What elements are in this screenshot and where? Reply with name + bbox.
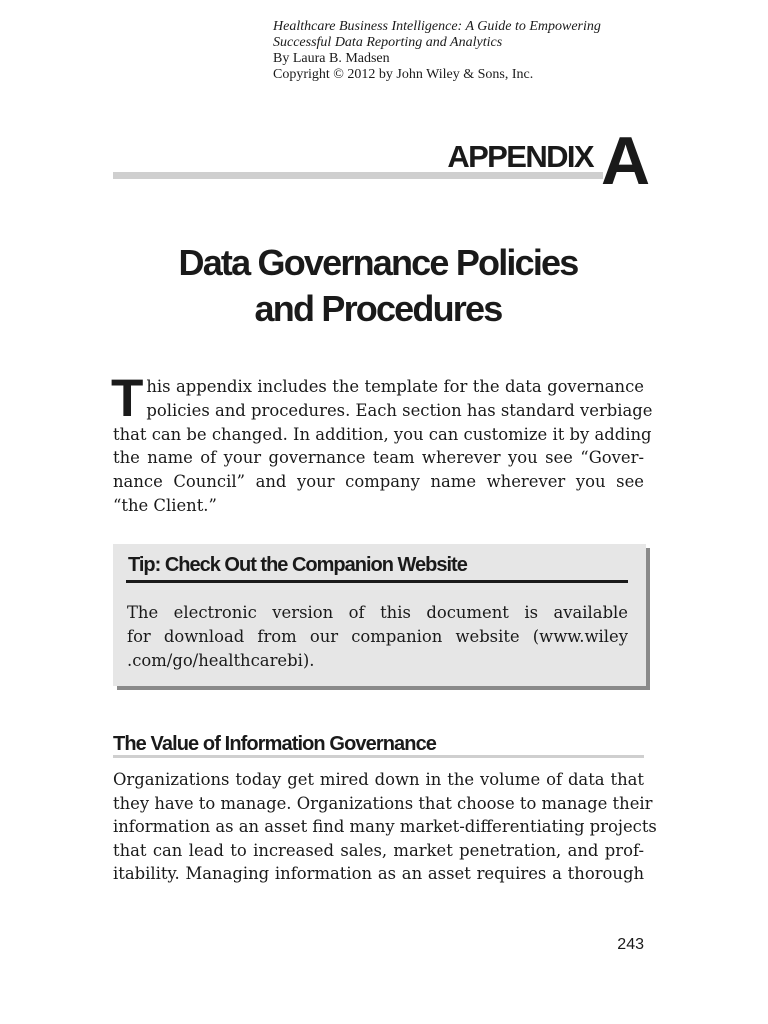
tip-line: .com/go/healthcarebi). bbox=[127, 651, 315, 670]
tip-rule bbox=[126, 580, 628, 583]
tip-title: Tip: Check Out the Companion Website bbox=[128, 554, 467, 576]
appendix-letter: A bbox=[601, 123, 649, 199]
intro-line: the name of your governance team wherever you see “Gover- bbox=[113, 448, 644, 468]
intro-line: his appendix includes the template for the data governance bbox=[146, 377, 644, 396]
intro-line: “the Client.” bbox=[113, 495, 217, 515]
chapter-title bbox=[113, 240, 643, 332]
copyright-line: Copyright © 2012 by John Wiley & Sons, Inc. bbox=[273, 67, 534, 82]
section-line: information as an asset find many market-differentiating projects bbox=[113, 817, 657, 837]
section-heading: The Value of Information Governance bbox=[113, 733, 437, 755]
drop-cap: T bbox=[111, 369, 144, 428]
book-title-line-1: Healthcare Business Intelligence: A Guide to Empowering bbox=[273, 19, 601, 34]
book-header bbox=[273, 19, 733, 83]
chapter-title-line-2: and Procedures bbox=[254, 288, 502, 329]
section-rule bbox=[113, 755, 644, 758]
intro-line: nance Council” and your company name wherever you see bbox=[113, 472, 644, 492]
intro-paragraph bbox=[111, 369, 653, 518]
tip-box bbox=[113, 544, 646, 686]
page-number: 243 bbox=[617, 936, 644, 953]
book-title-line-2: Successful Data Reporting and Analytics bbox=[273, 35, 503, 50]
chapter-title-line-1: Data Governance Policies bbox=[178, 242, 578, 283]
section-line: they have to manage. Organizations that choose to manage their bbox=[113, 793, 653, 813]
intro-line: policies and procedures. Each section has standard verbiage bbox=[146, 400, 653, 420]
section-line: that can lead to increased sales, market penetration, and prof- bbox=[113, 840, 644, 860]
appendix-label: APPENDIX bbox=[447, 139, 593, 174]
tip-line: for download from our companion website (www.wiley bbox=[127, 627, 628, 646]
section-line: itability. Managing information as an asset requires a thorough bbox=[113, 864, 644, 884]
author-line: By Laura B. Madsen bbox=[273, 51, 390, 66]
tip-line: The electronic version of this document is available bbox=[127, 603, 628, 622]
tip-body bbox=[127, 601, 628, 673]
section-line: Organizations today get mired down in the volume of data that bbox=[113, 770, 644, 789]
intro-line: that can be changed. In addition, you can customize it by adding bbox=[113, 424, 652, 444]
section-paragraph bbox=[113, 768, 657, 886]
